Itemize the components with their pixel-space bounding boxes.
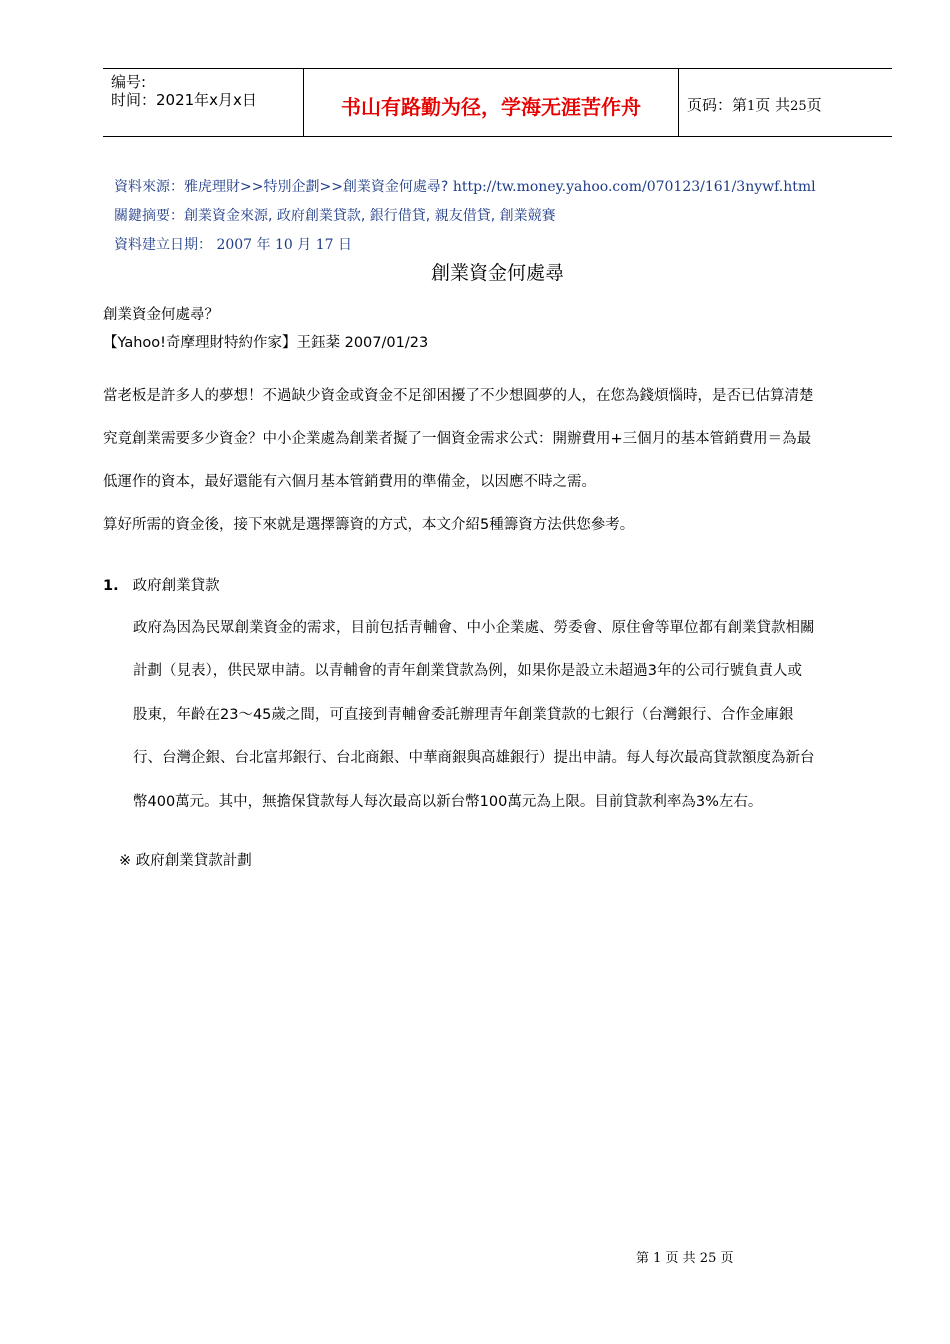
page-prefix: 页码：第	[687, 96, 748, 114]
source-line	[114, 176, 816, 196]
section-number: 1.	[103, 578, 119, 594]
page-indicator	[687, 94, 822, 115]
section-title: 政府創業貸款	[132, 578, 220, 594]
page-suffix: 页	[806, 96, 822, 114]
section-line: 政府為因為民眾創業資金的需求，目前包括青輔會、中小企業處、勞委會、原住會等單位都有創業貸款相關	[133, 620, 815, 636]
keywords-line: 關鍵摘要：創業資金來源, 政府創業貸款, 銀行借貸, 親友借貸, 創業競賽	[114, 208, 556, 224]
header-motto-cell	[303, 69, 679, 136]
date-line	[114, 234, 352, 254]
date-value: 2007 年 10 月 17 日	[216, 237, 352, 253]
number-label: 编号:	[111, 73, 147, 91]
header-page-cell	[678, 69, 892, 136]
section-note: ※ 政府創業貸款計劃	[119, 853, 252, 869]
date-label: 資料建立日期：	[114, 237, 212, 253]
article-title: 創業資金何處尋	[430, 262, 564, 284]
section-line: 行、台灣企銀、台北富邦銀行、台北商銀、中華商銀與高雄銀行）提出申請。每人每次最高貸款額度為新台	[133, 750, 815, 766]
intro-line: 低運作的資本，最好還能有六個月基本管銷費用的準備金，以因應不時之需。	[103, 474, 596, 490]
article-byline: 【Yahoo!奇摩理財特約作家】王鈺棻 2007/01/23	[103, 335, 429, 351]
page-mid: 页 共	[755, 96, 791, 114]
page-header	[103, 68, 892, 137]
page-footer: 第 1 页 共 25 页	[636, 1251, 734, 1266]
source-url[interactable]: http://tw.money.yahoo.com/070123/161/3nywf.html	[452, 179, 816, 195]
section-1-heading	[103, 574, 220, 595]
page-total: 25	[790, 99, 807, 114]
intro-line: 究竟創業需要多少資金？中小企業處為創業者擬了一個資金需求公式：開辦費用+三個月的基本管銷費用＝為最	[103, 431, 812, 447]
header-info-cell	[103, 69, 303, 136]
motto: 书山有路勤为径，学海无涯苦作舟	[341, 95, 641, 119]
source-label: 資料來源：雅虎理財>>特別企劃>>創業資金何處尋?	[114, 179, 449, 195]
intro-last-line: 算好所需的資金後，接下來就是選擇籌資的方式，本文介紹5種籌資方法供您參考。	[103, 517, 635, 533]
section-line: 計劃（見表），供民眾申請。以青輔會的青年創業貸款為例，如果你是設立未超過3年的公司行號負責人或	[133, 663, 802, 679]
article-subtitle: 創業資金何處尋？	[103, 307, 219, 323]
intro-line: 當老板是許多人的夢想！不過缺少資金或資金不足卻困擾了不少想圓夢的人，在您為錢煩惱時，是否已估算清楚	[103, 388, 814, 404]
section-line: 股東，年齡在23～45歲之間，可直接到青輔會委託辦理青年創業貸款的七銀行（台灣銀行、合作金庫銀	[133, 707, 794, 723]
time-label: 时间：2021年x月x日	[111, 91, 257, 109]
section-line: 幣400萬元。其中，無擔保貸款每人每次最高以新台幣100萬元為上限。目前貸款利率為3%左右。	[133, 794, 763, 810]
page-current: 1	[747, 99, 756, 114]
